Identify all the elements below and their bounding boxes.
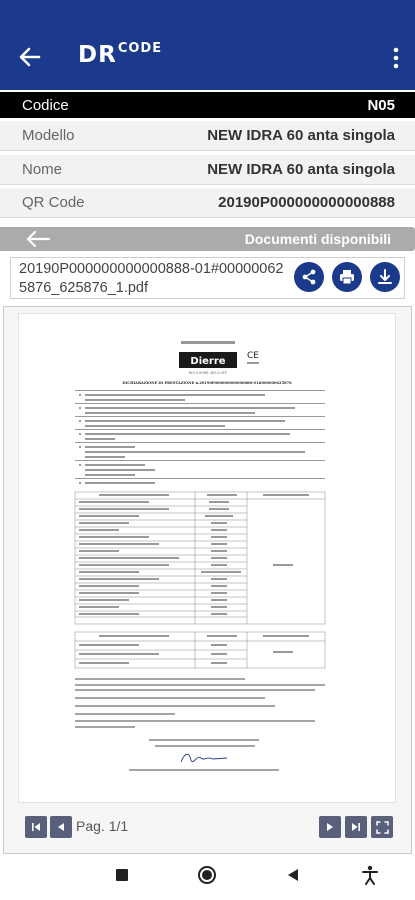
next-icon	[324, 821, 336, 833]
pdf-doc-title: DICHIARAZIONE DI PRESTAZIONE n.20190P000000000000888-01#000000625876	[122, 381, 292, 385]
documents-header-title: Documenti disponibili	[244, 231, 391, 247]
skip-last-icon	[350, 821, 362, 833]
recent-apps-icon[interactable]	[115, 868, 129, 882]
app-bar	[0, 0, 415, 90]
home-icon[interactable]	[197, 865, 217, 885]
qr-row	[0, 188, 415, 218]
print-icon	[338, 268, 356, 286]
app-logo	[78, 42, 162, 68]
accessibility-icon[interactable]	[361, 865, 379, 885]
next-page-button[interactable]	[319, 816, 341, 838]
model-row	[0, 121, 415, 151]
document-file-name: 20190P000000000000888-01#000000625876_625876_1.pdf	[19, 261, 284, 296]
ce-mark-icon: CE	[247, 351, 259, 361]
documents-header-bar	[0, 227, 415, 251]
logo-super: CODE	[117, 41, 163, 56]
pdf-page	[18, 313, 396, 803]
share-button[interactable]	[294, 262, 324, 292]
back-nav-icon[interactable]	[286, 868, 300, 882]
pdf-brand-tagline: NOI A HOME, NOI A UFF.	[188, 371, 228, 375]
system-navigation-bar	[0, 856, 415, 900]
fullscreen-button[interactable]	[371, 816, 393, 838]
qr-label: QR Code	[22, 194, 85, 211]
qr-value: 20190P000000000000888	[218, 194, 395, 211]
code-label: Codice	[22, 96, 69, 114]
previous-icon	[55, 821, 67, 833]
document-file-box	[10, 257, 405, 299]
signature-icon	[181, 754, 227, 762]
more-vert-icon[interactable]	[391, 46, 401, 70]
download-icon	[376, 268, 394, 286]
code-row	[0, 92, 415, 118]
previous-page-button[interactable]	[50, 816, 72, 838]
skip-first-icon	[30, 821, 42, 833]
name-label: Nome	[22, 161, 63, 178]
name-row	[0, 155, 415, 185]
model-value: NEW IDRA 60 anta singola	[207, 127, 395, 144]
fullscreen-icon	[376, 821, 389, 834]
back-arrow-icon[interactable]	[17, 44, 43, 70]
first-page-button[interactable]	[25, 816, 47, 838]
pdf-brand: Dierre	[190, 356, 226, 367]
pdf-page-content	[19, 314, 395, 802]
documents-back-arrow-icon[interactable]	[24, 229, 52, 249]
page-indicator: Pag. 1/1	[76, 818, 129, 834]
download-button[interactable]	[370, 262, 400, 292]
share-icon	[300, 268, 318, 286]
code-value: N05	[367, 96, 395, 114]
pdf-navigation-bar	[4, 803, 411, 853]
logo-main: DR	[78, 42, 117, 68]
print-button[interactable]	[332, 262, 362, 292]
name-value: NEW IDRA 60 anta singola	[207, 161, 395, 178]
model-label: Modello	[22, 127, 75, 144]
last-page-button[interactable]	[345, 816, 367, 838]
pdf-viewer[interactable]	[3, 306, 412, 854]
